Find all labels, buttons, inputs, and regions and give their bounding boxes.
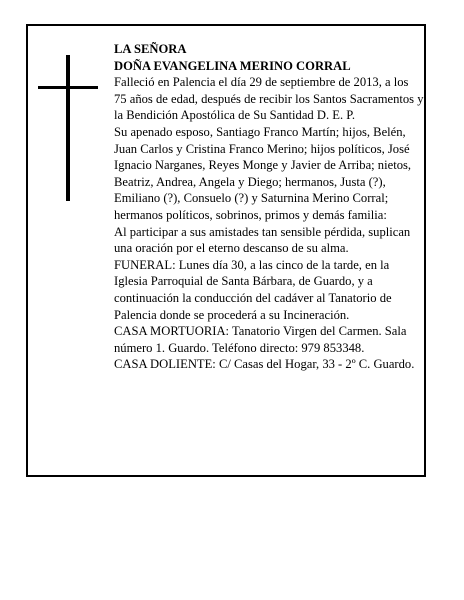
notice-title: LA SEÑORA — [114, 42, 187, 56]
obituary-card — [26, 24, 426, 477]
family-home-details: CASA DOLIENTE: C/ Casas del Hogar, 33 - 2º C. Guardo. — [114, 357, 415, 372]
prayer-request: Al participar a sus amistades tan sensible pérdida, suplican una oración por el eterno descanso de su alma. — [114, 224, 411, 256]
death-announcement: Falleció en Palencia el día 29 de septiembre de 2013, a los 75 años de edad, después de recibir los Santos Sacramentos y la Bendición Apostólica de Su Santidad D. E. P. — [114, 75, 424, 123]
obituary-text — [114, 41, 424, 373]
family-list: Su apenado esposo, Santiago Franco Martín; hijos, Belén, Juan Carlos y Cristina Franco Merino; hijos políticos, José Ignacio Narganes, Reyes Monge y Javier de Arriba; nietos, Beatriz, Andrea, Angela y Diego; hermanos, Justa (?), Emiliano (?), Consuelo (?) y Saturnina Merino Corral; hermanos políticos, sobrinos, primos y demás familia: — [114, 124, 412, 222]
cross-horizontal-bar — [38, 86, 98, 89]
cross-icon — [38, 55, 98, 201]
deceased-name: DOÑA EVANGELINA MERINO CORRAL — [114, 58, 351, 73]
cross-vertical-bar — [66, 55, 70, 201]
mortuary-details: CASA MORTUORIA: Tanatorio Virgen del Carmen. Sala número 1. Guardo. Teléfono directo: 979 853348. — [114, 324, 407, 355]
funeral-details: FUNERAL: Lunes día 30, a las cinco de la tarde, en la Iglesia Parroquial de Santa Bárbara, de Guardo, y a continuación la conducción del cadáver al Tanatorio de Palencia donde se procederá a su Incineración. — [114, 257, 392, 322]
